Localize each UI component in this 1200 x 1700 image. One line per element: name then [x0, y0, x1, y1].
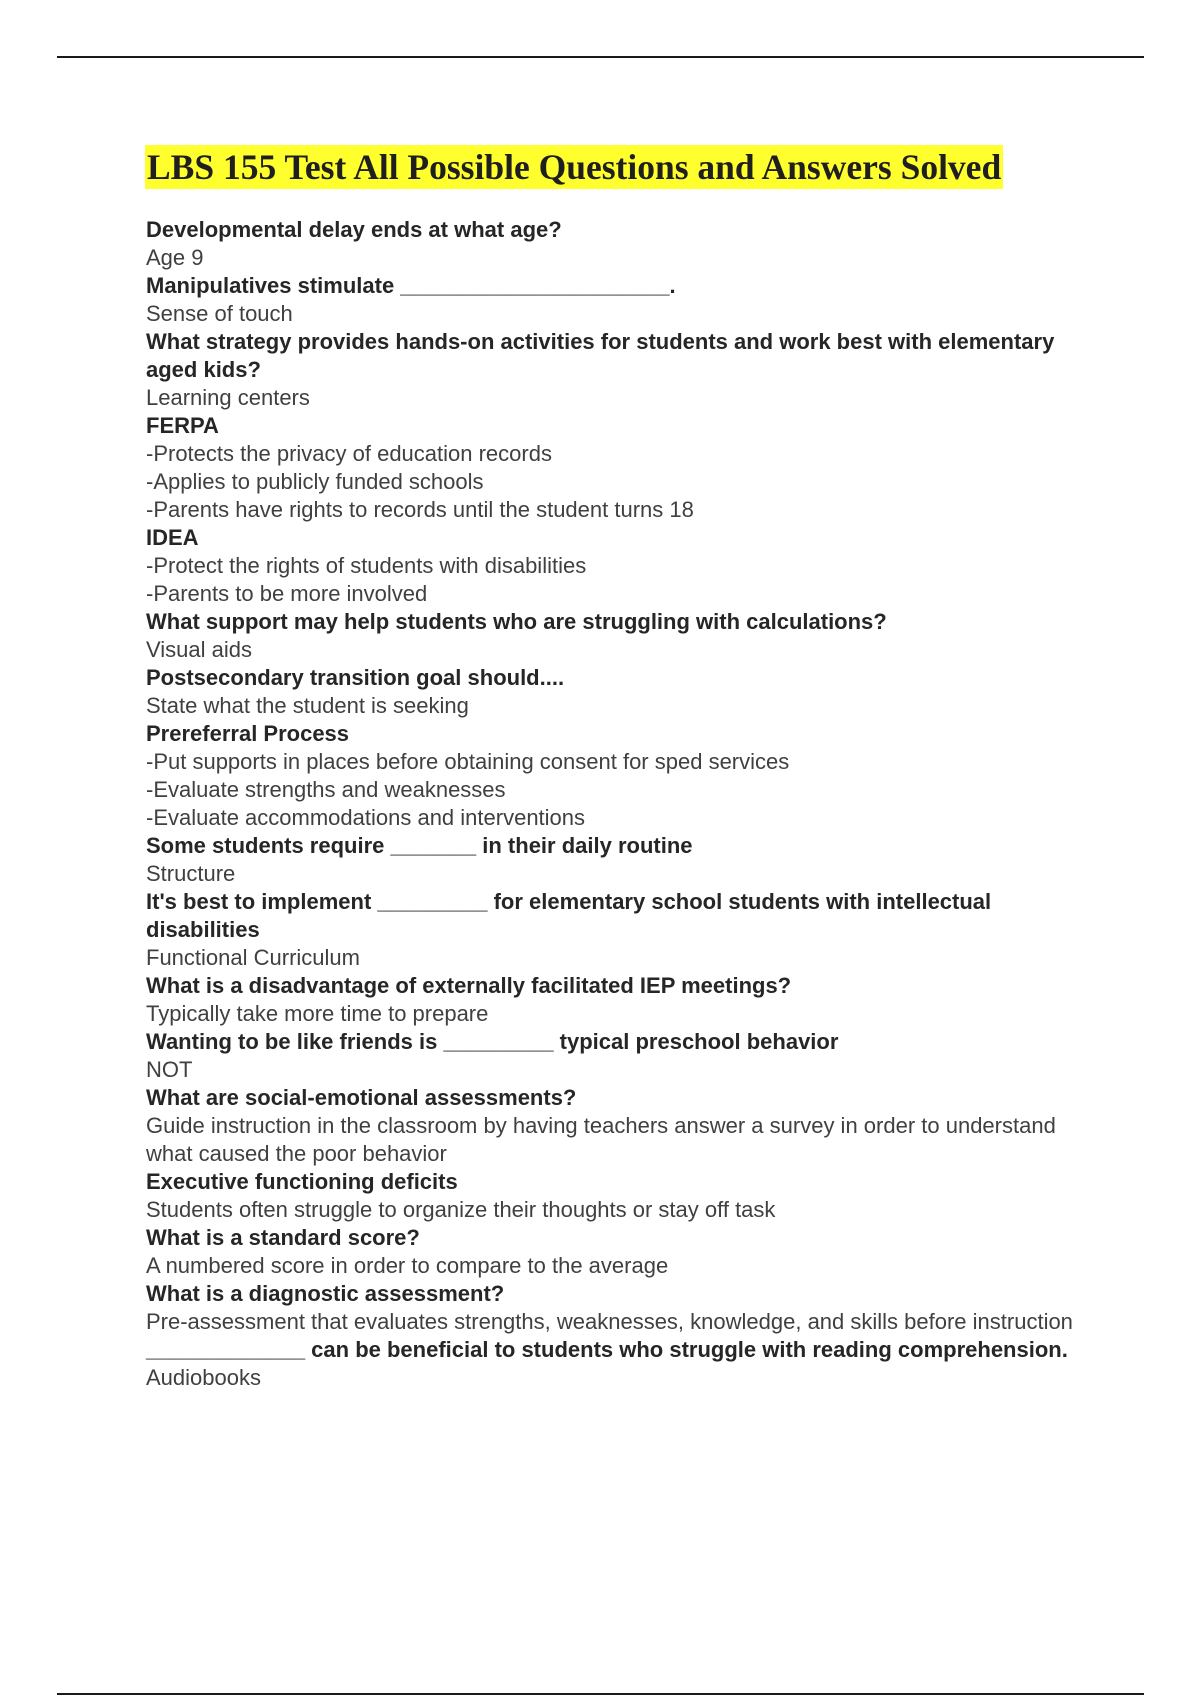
qa-item [146, 664, 1081, 720]
qa-item [146, 1084, 1081, 1168]
qa-item [146, 608, 1081, 664]
top-rule [57, 56, 1144, 58]
question-text: IDEA [146, 525, 199, 550]
answer-text: Guide instruction in the classroom by having teachers answer a survey in order to understand what caused the poor behavior [146, 1113, 1062, 1166]
question-text: _____________ can be beneficial to students who struggle with reading comprehension. [146, 1337, 1068, 1362]
question-text: FERPA [146, 413, 219, 438]
answer-text: Structure [146, 861, 236, 886]
question-text: Executive functioning deficits [146, 1169, 458, 1194]
answer-text: -Evaluate strengths and weaknesses [146, 777, 506, 802]
question-text: What is a diagnostic assessment? [146, 1281, 505, 1306]
question-text: What support may help students who are struggling with calculations? [146, 609, 887, 634]
answer-text: -Protect the rights of students with disabilities [146, 553, 587, 578]
qa-item [146, 972, 1081, 1028]
qa-item [146, 524, 1081, 608]
answer-text: Students often struggle to organize their thoughts or stay off task [146, 1197, 776, 1222]
qa-item [146, 832, 1081, 888]
question-text: Some students require _______ in their daily routine [146, 833, 693, 858]
question-text: Developmental delay ends at what age? [146, 217, 562, 242]
answer-text: -Evaluate accommodations and interventions [146, 805, 586, 830]
answer-text: -Parents have rights to records until the student turns 18 [146, 497, 694, 522]
answer-text: -Protects the privacy of education records [146, 441, 552, 466]
document-title: LBS 155 Test All Possible Questions and Answers Solved [147, 147, 1002, 187]
question-text: It's best to implement _________ for elementary school students with intellectual disabilities [146, 889, 998, 942]
answer-text: Typically take more time to prepare [146, 1001, 489, 1026]
question-text: Manipulatives stimulate ______________________. [146, 273, 676, 298]
answer-text: Functional Curriculum [146, 945, 360, 970]
question-text: What are social-emotional assessments? [146, 1085, 577, 1110]
qa-item [146, 1224, 1081, 1280]
qa-item [146, 1028, 1081, 1084]
answer-text: Learning centers [146, 385, 310, 410]
answer-text: -Parents to be more involved [146, 581, 428, 606]
qa-item [146, 1280, 1081, 1336]
qa-item [146, 720, 1081, 832]
answer-text: Sense of touch [146, 301, 293, 326]
answer-text: NOT [146, 1057, 193, 1082]
question-text: Postsecondary transition goal should.... [146, 665, 565, 690]
qa-item [146, 1168, 1081, 1224]
question-text: What is a disadvantage of externally facilitated IEP meetings? [146, 973, 792, 998]
answer-text: Pre-assessment that evaluates strengths, weaknesses, knowledge, and skills before instruction [146, 1309, 1073, 1334]
qa-item [146, 1336, 1081, 1392]
qa-item [146, 412, 1081, 524]
answer-text: Age 9 [146, 245, 204, 270]
question-text: What is a standard score? [146, 1225, 420, 1250]
qa-item [146, 328, 1081, 412]
answer-text: -Applies to publicly funded schools [146, 469, 484, 494]
question-text: Prereferral Process [146, 721, 350, 746]
question-text: Wanting to be like friends is _________ typical preschool behavior [146, 1029, 839, 1054]
bottom-rule [57, 1693, 1144, 1695]
answer-text: State what the student is seeking [146, 693, 469, 718]
answer-text: -Put supports in places before obtaining consent for sped services [146, 749, 790, 774]
answer-text: Visual aids [146, 637, 252, 662]
question-text: What strategy provides hands-on activities for students and work best with elementary aged kids? [146, 329, 1061, 382]
answer-text: Audiobooks [146, 1365, 261, 1390]
qa-item [146, 888, 1081, 972]
qa-list [146, 216, 1081, 1392]
qa-item [146, 216, 1081, 272]
title-highlight [145, 145, 1003, 189]
answer-text: A numbered score in order to compare to the average [146, 1253, 669, 1278]
qa-item [146, 272, 1081, 328]
